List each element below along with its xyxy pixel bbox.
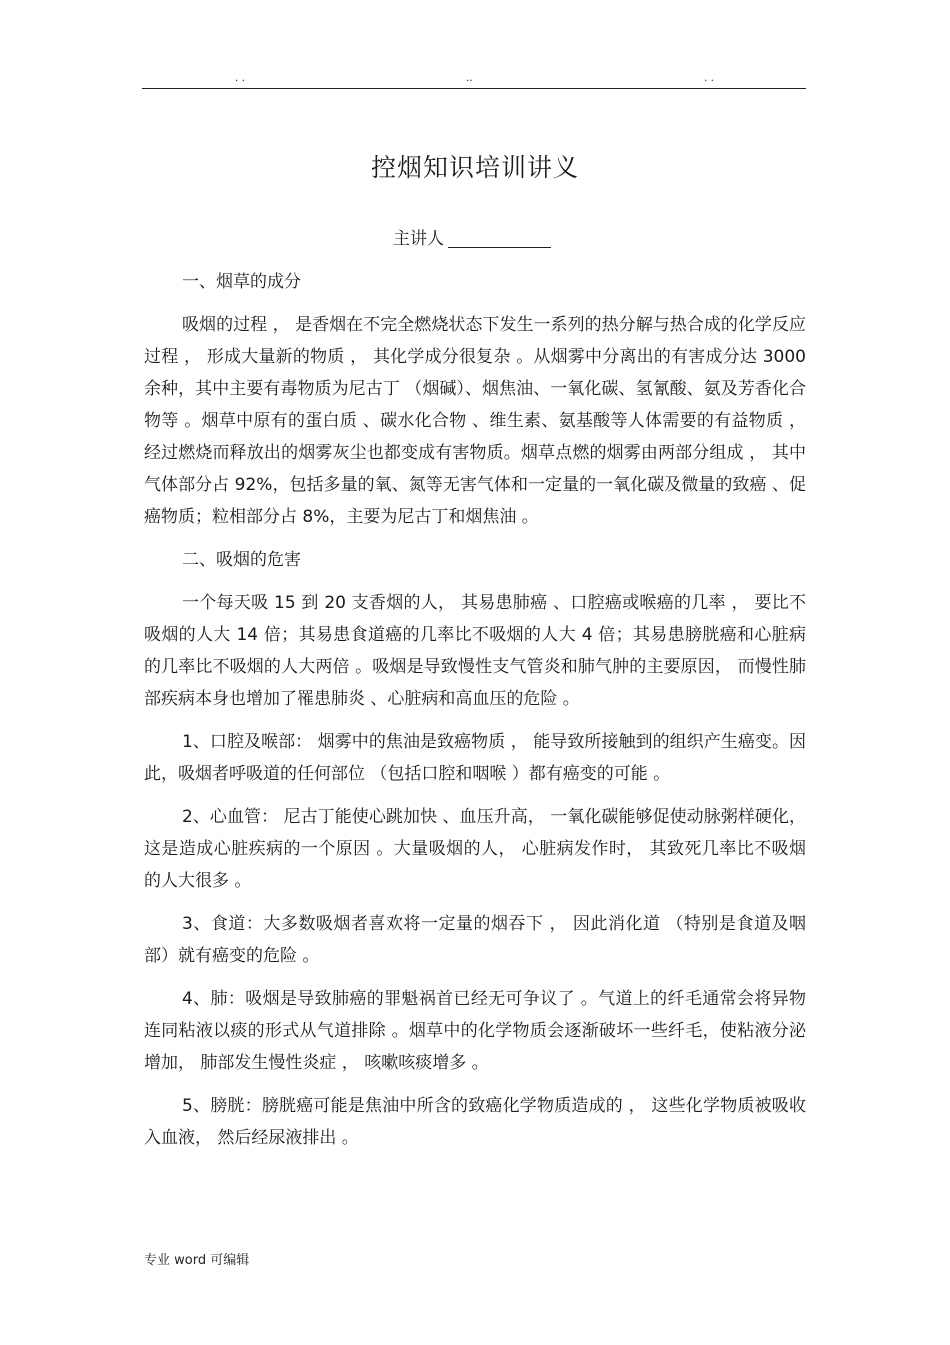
paragraph: 5、膀胱：膀胱癌可能是焦油中所含的致癌化学物质造成的 ， 这些化学物质被吸收入血液， 然后经尿液排出 。 [144,1096,806,1148]
lecturer-blank [448,229,551,248]
header-dots-mid: .. [466,70,473,84]
paragraph: 3、食道：大多数吸烟者喜欢将一定量的烟吞下 ， 因此消化道 （特别是食道及咽部）就有癌变的危险 。 [144,914,806,966]
document-title: 控烟知识培训讲义 [370,153,579,182]
lecturer-label: 主讲人 [393,229,444,249]
section-heading: 一、烟草的成分 [182,272,301,292]
lecturer-line [393,224,551,249]
header-rule [142,88,806,89]
paragraph: 一个每天吸 15 到 20 支香烟的人， 其易患肺癌 、口腔癌或喉癌的几率 ， 要比不吸烟的人大 14 倍；其易患食道癌的几率比不吸烟的人大 4 倍；其易患膀胱癌和心脏病的几率比不吸烟的人大两倍 。吸烟是导致慢性支气管炎和肺气肿的主要原因， 而慢性肺部疾病本身也增加了罹患肺炎 、心脏病和高血压的危险 。 [144,593,806,709]
header-dots [142,70,806,84]
header-dots-left: . . [235,70,246,84]
paragraph: 2、心血管： 尼古丁能使心跳加快 、血压升高， 一氧化碳能够促使动脉粥样硬化，这是造成心脏疾病的一个原因 。大量吸烟的人， 心脏病发作时， 其致死几率比不吸烟的人大很多 。 [144,807,806,891]
section-heading: 二、吸烟的危害 [182,550,301,570]
page-footer: 专业 word 可编辑 [144,1253,250,1268]
paragraph: 1、口腔及喉部： 烟雾中的焦油是致癌物质 ， 能导致所接触到的组织产生癌变。因此，吸烟者呼吸道的任何部位 （包括口腔和咽喉 ）都有癌变的可能 。 [144,732,806,784]
paragraph: 吸烟的过程 ， 是香烟在不完全燃烧状态下发生一系列的热分解与热合成的化学反应过程 ， 形成大量新的物质 ， 其化学成分很复杂 。从烟雾中分离出的有害成分达 3000 余种，其中主要有毒物质为尼古丁 （烟碱）、烟焦油、一氧化碳、氢氰酸、氨及芳香化合物等 。烟草中原有的蛋白质 、碳水化合物 、维生素、氨基酸等人体需要的有益物质 ， 经过燃烧而释放出的烟雾灰尘也都变成有害物质。烟草点燃的烟雾由两部分组成 ， 其中气体部分占 92%，包括多量的氧、氮等无害气体和一定量的一氧化碳及微量的致癌 、促癌物质；粒相部分占 8%，主要为尼古丁和烟焦油 。 [144,315,806,527]
paragraph: 4、肺：吸烟是导致肺癌的罪魁祸首已经无可争议了 。气道上的纤毛通常会将异物连同粘液以痰的形式从气道排除 。烟草中的化学物质会逐渐破坏一些纤毛，使粘液分泌增加， 肺部发生慢性炎症 ， 咳嗽咳痰增多 。 [144,989,806,1073]
header-dots-right: . . [704,70,715,84]
document-body [144,266,806,1165]
